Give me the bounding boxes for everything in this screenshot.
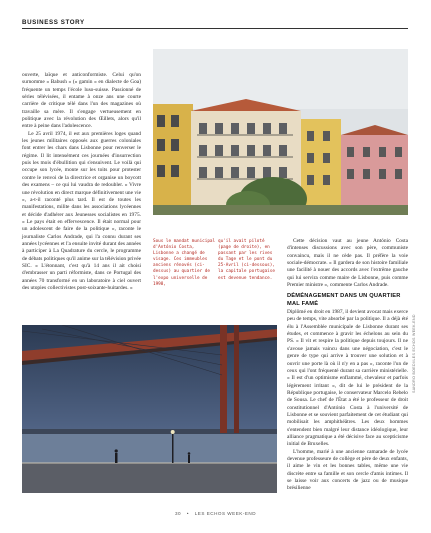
right-body-2: L'homme, marié à une ancienne camarade de lycée devenue professeure de collège et père de deux enfants, il aime le vin et les bonnes tables, même une vie discrète entre sa famille et son cercle d'amis intimes. Il se laisse voir aux concerts de jazz ou de musique brésilienne [287,448,408,492]
left-column [22,72,141,292]
right-intro: Cette décision vaut au jeune António Costa d'intenses discussions avec son père, communiste convaincu, mais il ne cède pas. Il préfère la voie sociale-démocrate. « Il gardera de son histoire familiale une facilité à nouer des accords avec l'extrême gauche qui lui servira comme maire de Lisbonne, puis comme Premier ministre », commente Carlos Andrade. [287,238,408,289]
header-rule [22,28,408,29]
photo-credit: SANDRO BOEDI/LES ECHOS WEEK-END [412,314,416,393]
caption-first: Sous le mandat municipal d'António Costa, Lisbonne a changé de visage. Ces immeubles anciens rénovés (ci-dessus) au quartier de l'expo universelle de 1998, [153,239,216,287]
footer-separator: • [186,511,189,516]
subheading: DÉMÉNAGEMENT DANS UN QUARTIER MAL FAMÉ [287,293,401,307]
bridge-photo [22,325,277,493]
right-body: Diplômé en droit en 1987, il devient avocat mais exerce peu de temps, vite absorbé par la politique. Il a déjà été élu à l'Assemblée municipale de Lisbonne durant ses études, et commence à gravir les échelons au sein du PS. « Il vit et respire la politique depuis toujours. Il ne s'avoue jamais vaincu dans une négociation, c'est le genre de type qui arrive à trouver une solution et à ouvrir une porte là où il n'y en a pas », raconte l'un de ceux qui l'ont fréquenté durant sa carrière ministérielle. « Il est d'un optimisme enflammé, chevaleur et parfois légèrement irritant », dit de lui le président de la République portugaise, le conservateur Marcelo Rebelo de Sousa. Le chef de l'État a été le professeur de droit constitutionnel d'António Costa à l'université de Lisbonne et se souvient parfaitement de cet étudiant qui mobilisait les amphithéâtres. Les deux hommes s'entendent bien malgré leur distance idéologique, leur alliance pragmatique a été décisive face au scepticisme initial de Bruxelles. [287,309,408,448]
caption-second: qu'il avait piloté (page de droite), en passant par les rives du Tage et le pont du 25-Avril (ci-dessous), la capitale portugaise est devenue tendance. [218,239,275,281]
lisbon-buildings-photo [153,49,408,215]
page-number: 30 [174,511,182,516]
left-paragraph-1: ouverte, laïque et anticonformiste. Celui qu'on surnomme « Babush » (« gamin » en dialecte de Goa) fréquente un temps l'école luso-suisse. Passionné de séries télévisées, il entame à onze ans une courte carrière de critique télé dans l'un des magazines où travaille sa mère. Il s'engage vertueusement en politique avec la révolution des Œillets, alors qu'il entre à peine dans l'adolescence. [22,72,141,130]
magazine-name: LES ECHOS WEEK-END [194,511,257,516]
section-label: BUSINESS STORY [22,19,85,26]
left-paragraph-2: Le 25 avril 1974, il est aux premières loges quand les jeunes militaires opposés aux guerres coloniales font entrer les chars dans Lisbonne pour renverser le régime. Il lit intensément ces journées d'insurrection puis les mois d'ébullition qui s'ensuivent. Le voilà qui occupe son lycée, monte sur les toits pour protester contre le renvoi de la directrice et organise un boycott des examens – ce qui lui vaudra de redoubler. « Vivre une révolution en direct marque définitivement une vie », a-t-il raconté plus tard. Il est de toutes les manifestations, milite dans les associations lycéennes et décide d'adhérer aux Jeunesses socialistes en 1975. « Le pays était en effervescence. Il était normal pour un adolescent de faire de la politique », raconte le journaliste Carlos Andrade, qui l'a connu durant ses années lycéennes et l'a ensuite invité durant des années à participer à La Quadrature du cercle, le programme de débats politiques qu'il anime sur la télévision privée SIC. « L'étonnant, c'est qu'à 14 ans il ait choisi d'embrasser un parti réformiste, dans ce Portugal des années 70 transformé en un laboratoire à ciel ouvert des utopies collectivistes post-soixante-huitardes. » [22,130,141,291]
right-column [287,238,408,493]
page-footer [0,511,431,516]
